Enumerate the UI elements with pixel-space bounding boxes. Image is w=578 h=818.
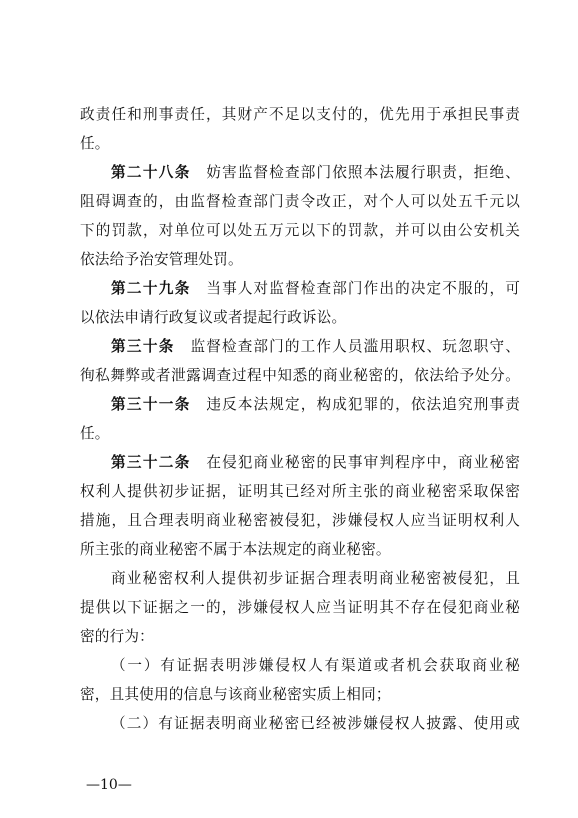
paragraph-line [80,536,520,564]
line-text: 任。 [80,135,110,152]
list-item-line [111,652,520,680]
paragraph-line [80,594,520,622]
paragraph-line [80,478,520,506]
line-text: 所主张的商业秘密不属于本法规定的商业秘密。 [80,541,391,558]
line-text: 措施，且合理表明商业秘密被侵犯，涉嫌侵权人应当证明权利人 [80,512,520,529]
paragraph-line [80,101,520,129]
article-32-heading-line [111,449,520,477]
line-text: （一）有证据表明涉嫌侵权人有渠道或者机会获取商业秘 [111,657,520,674]
article-number: 第三十条 [111,338,175,355]
line-text: 在侵犯商业秘密的民事审判程序中，商业秘密 [190,454,520,471]
page-number: —10— [86,777,132,793]
article-number: 第二十八条 [111,164,191,181]
article-29-heading-line [111,275,520,303]
list-item-line [111,710,520,738]
line-text: 任。 [80,425,110,442]
article-31-heading-line [111,391,520,419]
line-text: 阻碍调查的，由监督检查部门责令改正，对个人可以处五千元以 [80,193,520,210]
paragraph-line [80,362,520,390]
line-text: 商业秘密权利人提供初步证据合理表明商业秘密被侵犯，且 [111,570,520,587]
article-number: 第三十二条 [111,454,191,471]
line-text: 政责任和刑事责任，其财产不足以支付的，优先用于承担民事责 [80,106,520,123]
article-number: 第二十九条 [111,280,191,297]
article-28-heading-line [111,159,520,187]
line-text: 提供以下证据之一的，涉嫌侵权人应当证明其不存在侵犯商业秘 [80,599,520,616]
paragraph-line [80,681,520,709]
line-text: 密，且其使用的信息与该商业秘密实质上相同； [80,686,391,703]
line-text: 依法给予治安管理处罚。 [80,251,243,268]
paragraph-line [80,420,520,448]
paragraph-line [80,188,520,216]
line-text: 密的行为： [80,628,154,645]
line-text: 以依法申请行政复议或者提起行政诉讼。 [80,309,347,326]
line-text: 徇私舞弊或者泄露调查过程中知悉的商业秘密的，依法给予处分。 [80,367,520,384]
line-text: 权利人提供初步证据，证明其已经对所主张的商业秘密采取保密 [80,483,520,500]
paragraph-line [80,304,520,332]
line-text: 妨害监督检查部门依照本法履行职责，拒绝、 [190,164,520,181]
article-30-heading-line [111,333,520,361]
paragraph-line [80,217,520,245]
paragraph-line [80,623,520,651]
paragraph-line [111,565,520,593]
paragraph-line [80,507,520,535]
line-text: 下的罚款，对单位可以处五万元以下的罚款，并可以由公安机关 [80,222,520,239]
line-text: （二）有证据表明商业秘密已经被涉嫌侵权人披露、使用或 [111,715,520,732]
line-text: 监督检查部门的工作人员滥用职权、玩忽职守、 [174,338,520,355]
paragraph-line [80,130,520,158]
line-text: 当事人对监督检查部门作出的决定不服的，可 [190,280,520,297]
paragraph-line [80,246,520,274]
line-text: 违反本法规定，构成犯罪的，依法追究刑事责 [190,396,520,413]
article-number: 第三十一条 [111,396,191,413]
